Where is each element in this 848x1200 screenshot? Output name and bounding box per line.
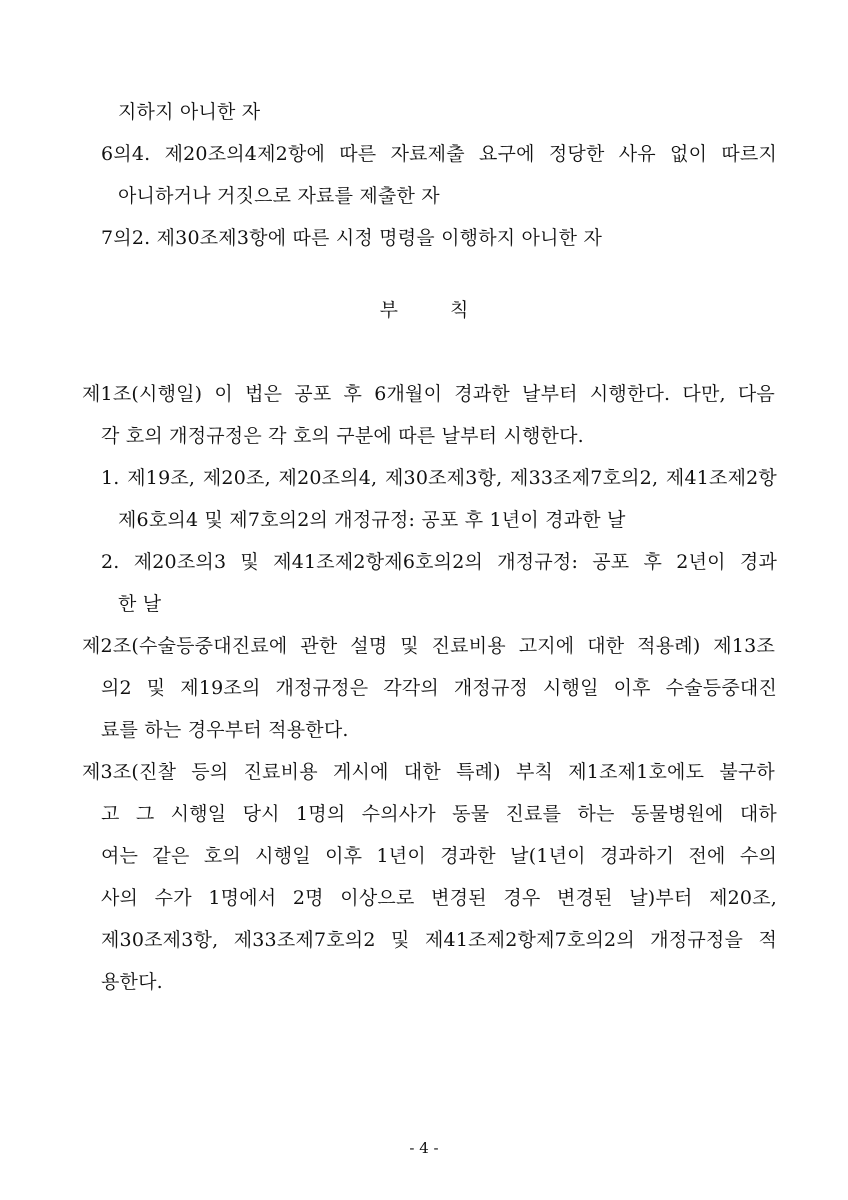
article2-line-1: 제2조(수술등중대진료에 관한 설명 및 진료비용 고지에 대한 적용례) 제13조 <box>82 635 775 657</box>
addenda-heading-char-1: 부 <box>379 299 398 321</box>
item-6-4-line-1: 6의4. 제20조의4제2항에 따른 자료제출 요구에 정당한 사유 없이 따르지 <box>101 143 777 165</box>
article1-sub1-line-1: 1. 제19조, 제20조, 제20조의4, 제30조제3항, 제33조제7호의2, 제41조제2항 <box>101 467 777 489</box>
article3-line-2: 고 그 시행일 당시 1명의 수의사가 동물 진료를 하는 동물병원에 대하 <box>101 803 777 825</box>
article3-line-4: 사의 수가 1명에서 2명 이상으로 변경된 경우 변경된 날)부터 제20조, <box>101 887 777 909</box>
article2-line-3: 료를 하는 경우부터 적용한다. <box>101 719 349 741</box>
article3-line-3: 여는 같은 호의 시행일 이후 1년이 경과한 날(1년이 경과하기 전에 수의 <box>101 845 777 867</box>
article1-sub2-line-1: 2. 제20조의3 및 제41조제2항제6호의2의 개정규정: 공포 후 2년이 경과 <box>101 551 777 573</box>
article3-line-1: 제3조(진찰 등의 진료비용 게시에 대한 특례) 부칙 제1조제1호에도 불구하 <box>82 761 775 783</box>
article2-line-2: 의2 및 제19조의 개정규정은 각각의 개정규정 시행일 이후 수술등중대진 <box>101 677 777 699</box>
article1-sub1-line-2: 제6호의4 및 제7호의2의 개정규정: 공포 후 1년이 경과한 날 <box>118 509 626 531</box>
article1-line-2: 각 호의 개정규정은 각 호의 구분에 따른 날부터 시행한다. <box>101 425 584 447</box>
addenda-heading-char-2: 칙 <box>450 299 469 321</box>
item-6-4-line-2: 아니하거나 거짓으로 자료를 제출한 자 <box>118 185 440 207</box>
article1-line-1: 제1조(시행일) 이 법은 공포 후 6개월이 경과한 날부터 시행한다. 다만, 다음 <box>82 383 775 405</box>
article1-sub2-line-2: 한 날 <box>118 593 162 615</box>
page-number: - 4 - <box>409 1139 439 1157</box>
article3-line-6: 용한다. <box>101 971 163 993</box>
article3-line-5: 제30조제3항, 제33조제7호의2 및 제41조제2항제7호의2의 개정규정을 적 <box>101 929 777 951</box>
continuation-line: 지하지 아니한 자 <box>118 101 261 123</box>
item-7-2-line-1: 7의2. 제30조제3항에 따른 시정 명령을 이행하지 아니한 자 <box>101 227 602 249</box>
addenda-heading <box>0 298 848 322</box>
